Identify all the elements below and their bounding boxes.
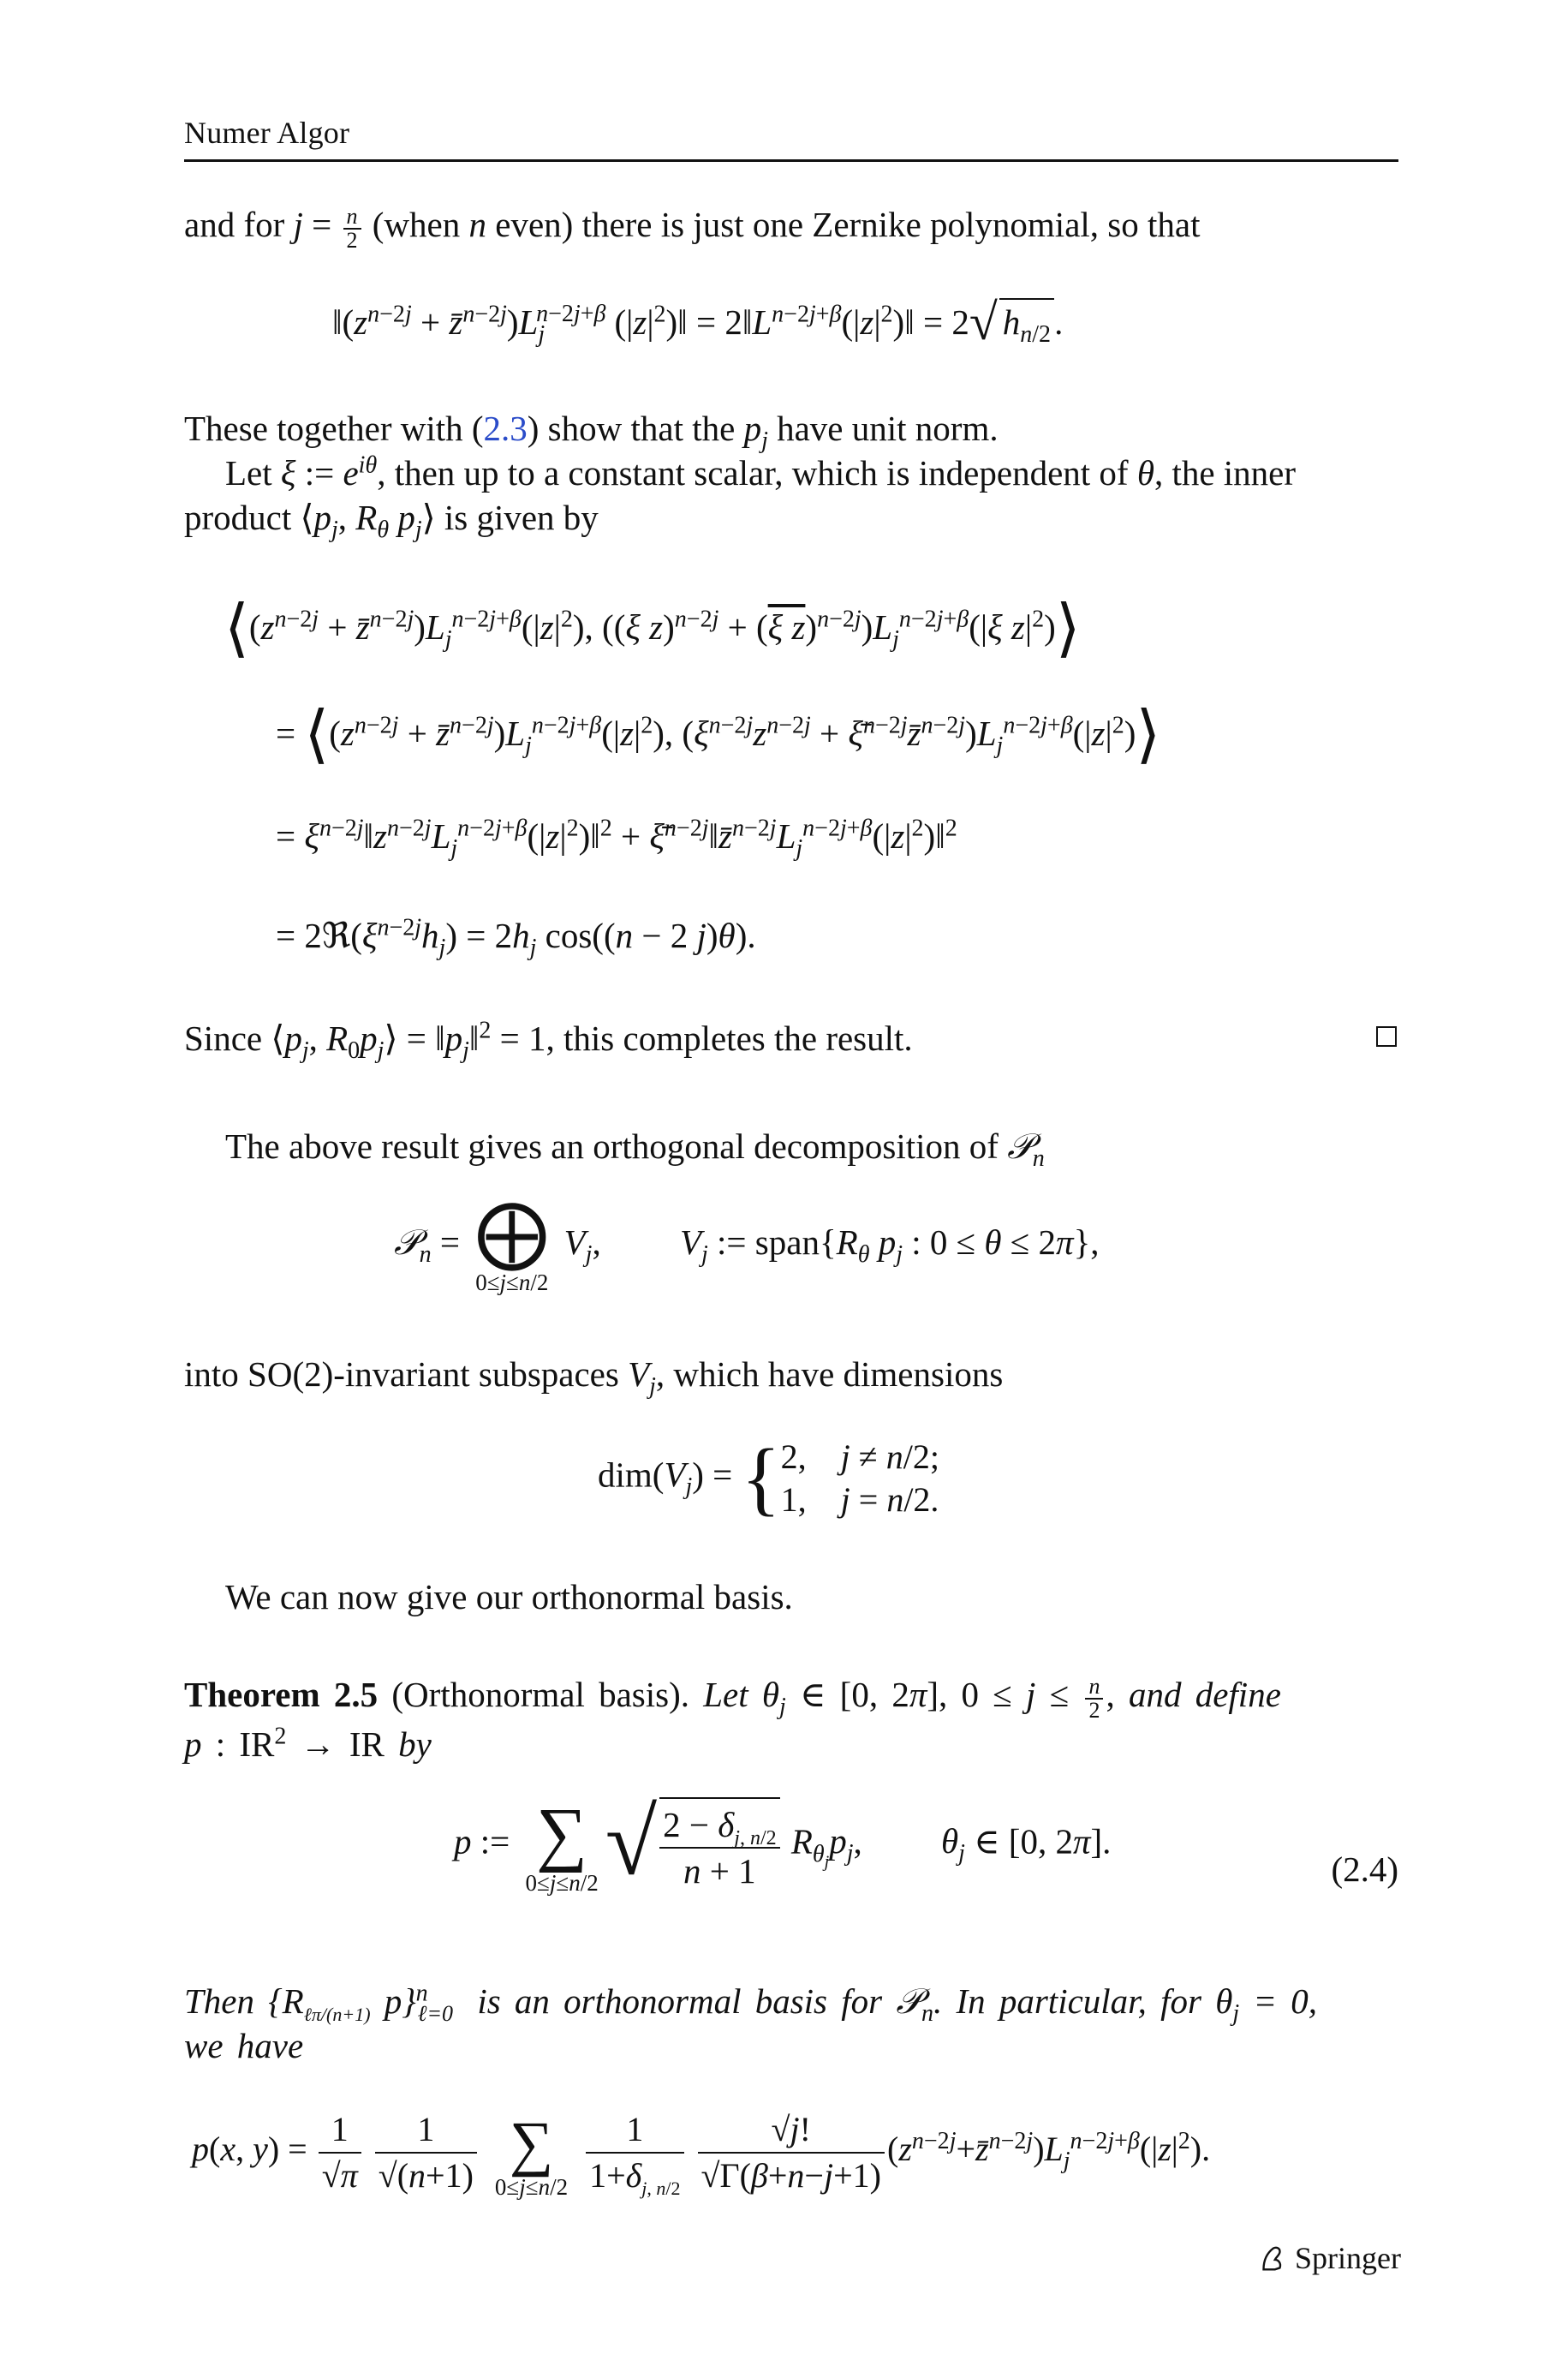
qed-box	[1376, 1026, 1397, 1047]
equation-direct-sum: 𝒫$_n$ = ⨁ 0≤j≤n/2 $V_j$, $V_j$ := $span\{R_\theta$ $p_j$ : 0 ≤ θ ≤ 2π},	[394, 1193, 1100, 1295]
running-header: Numer Algor	[184, 116, 350, 150]
equation-number: (2.4)	[1331, 1849, 1398, 1889]
derivation-line-2: = $⟨(z^{n-2j}$ + $z̄^{n-2j})L_j^{n-2j+\beta}(|z|^2)$, ($\xi^{n-2j}z^{n-2j}$ + $\xī^{n-2j}z̄^{n-2j})L_j^{n-2j+\beta}(|z|^2)⟩$	[276, 700, 1161, 770]
derivation-line-1: $⟨(z^{n-2j}$ + $z̄^{n-2j})L_j^{n-2j+\beta}(|z|^2)$, ((ξ z)$^{n-2j}$ + (ξ $z)^{n-2j})L_j^{n-2j+\beta}(|\xi$ $z|^2)⟩$	[224, 594, 1081, 664]
equation-dimensions: $dim(V_j) = \{2$, j ≠ n/2; 1, j = n/2.	[598, 1431, 939, 1524]
derivation-line-3: = $\xi^{n-2j}‖z^{n-2j}L_j^{n-2j+\beta}(|z|^2)‖^2$ + $\xī^{n-2j}‖z̄^{n-2j}L_j^{n-2j+\beta}(|z|^2)‖^2$	[276, 815, 957, 863]
equation-ref-link[interactable]: 2.3	[483, 409, 528, 448]
equation-2-4: p := ∑ 0≤j≤n/2 √ $\frac{2 - \delta_{j, n/2}}{n + 1}$ $R_{\theta_j}p_j$, $\theta_j$ ∈ [0, 2π].	[454, 1789, 1112, 1897]
header-rule	[184, 159, 1398, 162]
publisher-name: Springer	[1295, 2241, 1401, 2275]
theorem-statement: Theorem 2.5 (Orthonormal basis). Let $\theta_j$ ∈ [0, 2π], 0 ≤ j ≤ $\frac{n}{2}$ , and define p : $IR^2$ → IR by	[184, 1673, 1281, 1764]
equation-explicit-basis: p(x, y) = $\frac{1}{√\pi}$ $\frac{1}{√(n+1)}$ ∑ 0≤j≤n/2 $\frac{1}{1+\delta_{j, n/2}}$ $\frac{√j!}{√\Gamma(\beta+n-j+1)}$ $(z^{n-2j}+z̄^{n-2j})L_j^{n-2j+\beta}(|z|^2)$.	[192, 2107, 1210, 2200]
paragraph-decomposition: The above result gives an orthogonal decomposition of 𝒫$_n$	[225, 1126, 1045, 1173]
springer-horse-icon	[1255, 2242, 1288, 2274]
theorem-consequence: Then {$R_{\ell\pi/(n+1)}$ p}$^n_{\ell=0}$ is an orthonormal basis for 𝒫$_n$. In particular, for $\theta_j = 0$, we have	[184, 1980, 1318, 2065]
equation-norm: $‖(z^{n-2j}$ + $z̄^{n-2j})L_j^{n-2j+\beta}$ $(|z|^2)‖$ = $2‖L^{n-2j+\beta}(|z|^2)‖ = 2√$ $h_{n/2}$.	[332, 294, 1064, 350]
paragraph-basis-intro: We can now give our orthonormal basis.	[225, 1577, 793, 1616]
publisher-logo	[1255, 2240, 1401, 2276]
theorem-label: Theorem 2.5	[184, 1675, 379, 1714]
paragraph-unit-norm: These together with (2.3) show that the $p_j$ have unit norm.	[184, 409, 999, 455]
paragraph-inner-product: Let ξ := $e^{i\theta}$, then up to a constant scalar, which is independent of θ, the inner product $⟨p_j$, $R_\theta$ $p_j⟩$ is given by	[184, 451, 1297, 544]
paragraph-invariant-subspaces: into SO(2)-invariant subspaces $V_j$, which have dimensions	[184, 1354, 1004, 1401]
paragraph-intro: and for j = $\frac{n}{2}$ (when n even) there is just one Zernike polynomial, so that	[184, 203, 1201, 253]
paragraph-conclusion: Since $⟨p_j$, $R_0p_j⟩$ = $‖p_j‖^2 = 1$, this completes the result.	[184, 1017, 913, 1065]
derivation-line-4: = $2ℜ(\xi^{n-2j}h_j) = 2h_j$ cos((n − 2 j)θ).	[276, 914, 756, 962]
